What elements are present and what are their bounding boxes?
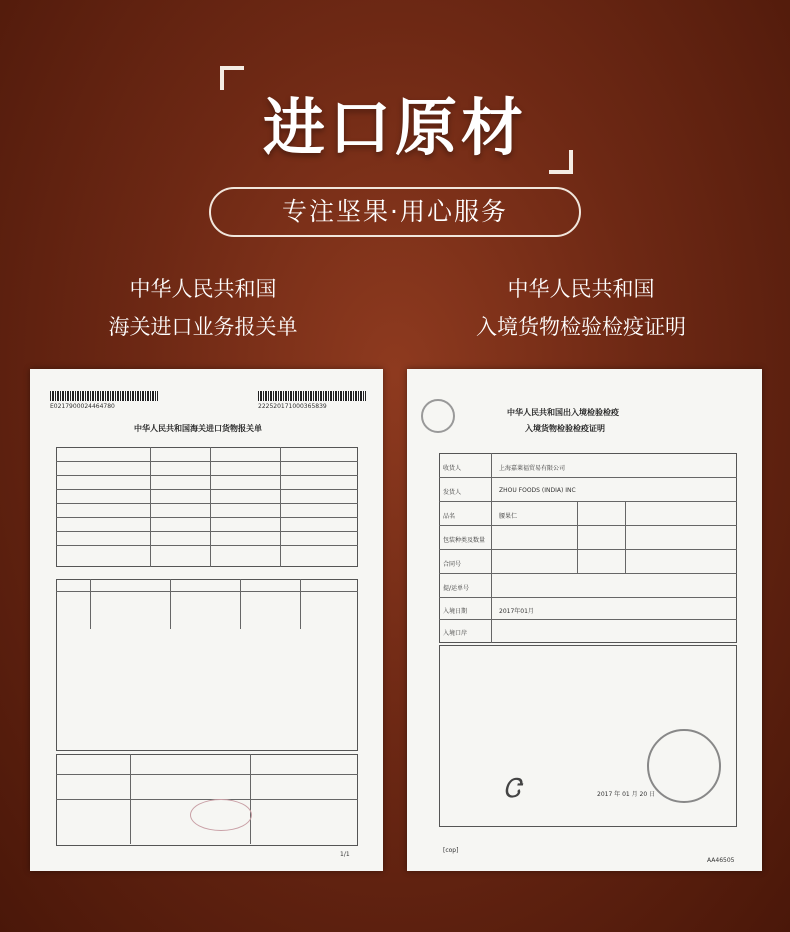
signature: Ꮳ [503,774,521,804]
row-label-7: 入境口岸 [443,630,468,637]
page-title: 进口原材 [262,91,527,164]
subtitle-pill: 专注坚果·用心服务 [209,187,581,237]
inspection-certificate-document [407,369,762,871]
certificate-footer-right: AA46505 [707,857,735,864]
row-value-6: 2017年01月 [499,608,534,615]
certificate-title-line1: 中华人民共和国出入境检验检疫 [507,408,619,417]
customs-declaration-document [30,369,383,871]
left-caption-line2: 海关进口业务报关单 [108,315,298,339]
barcode-left [50,391,158,401]
row-label-6: 入境日期 [443,608,468,615]
barcode-left-text: E0217900024464780 [50,403,115,410]
official-seal [647,729,721,803]
row-label-1: 发货人 [443,489,462,496]
row-value-2: 腰果仁 [499,513,518,520]
corner-bracket-bottom-right [549,150,573,174]
customs-form-title: 中华人民共和国海关进口货物报关单 [134,424,262,433]
right-caption-line2: 入境货物检验检疫证明 [476,315,686,339]
certificate-date: 2017 年 01 月 20 日 [597,791,656,798]
barcode-right-text: 222520171000365839 [258,403,327,410]
customs-page-mark: 1/1 [340,851,350,858]
row-value-1: ZHOU FOODS (INDIA) INC [499,487,576,494]
customs-form-header-grid [56,447,358,567]
certificate-title-line2: 入境货物检验检疫证明 [525,424,605,433]
row-label-0: 收货人 [443,465,462,472]
right-caption [416,270,746,346]
left-caption [38,270,368,346]
customs-stamp [190,799,252,831]
barcode-right [258,391,366,401]
row-label-5: 提/运单号 [443,585,470,592]
row-value-0: 上海嘉莱福贸易有限公司 [499,465,566,472]
certificate-table [439,453,737,643]
row-label-4: 合同号 [443,561,462,568]
left-caption-line1: 中华人民共和国 [129,277,277,301]
customs-goods-grid [56,579,358,751]
row-label-3: 包装种类及数量 [443,537,486,544]
certificate-footer-left: [cop] [443,847,459,854]
right-caption-line1: 中华人民共和国 [507,277,655,301]
row-label-2: 品名 [443,513,456,520]
ciq-logo [421,399,455,433]
